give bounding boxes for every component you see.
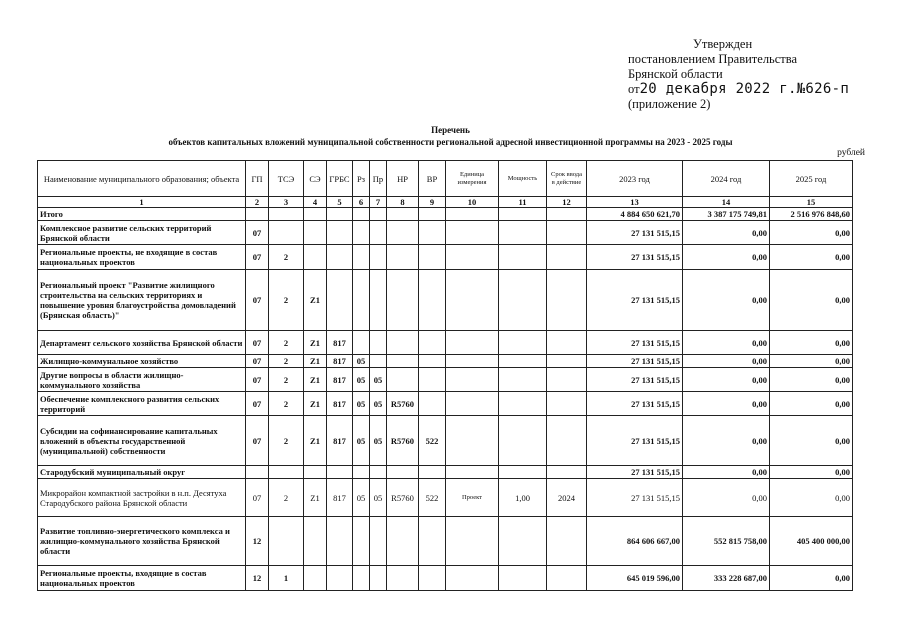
header-cell: Мощность — [499, 161, 547, 197]
cell-gp: 07 — [246, 331, 269, 355]
cell-pr: 05 — [370, 416, 387, 466]
cell-rz — [353, 331, 370, 355]
cell-nr — [387, 517, 419, 566]
table-row — [38, 517, 853, 566]
cell-unit — [446, 566, 499, 591]
cell-tse: 2 — [269, 392, 304, 416]
cell-gp: 12 — [246, 566, 269, 591]
cell-term — [547, 270, 587, 331]
cell-unit — [446, 416, 499, 466]
cell-grbs — [327, 466, 353, 479]
cell-grbs — [327, 221, 353, 245]
cell-y2024: 0,00 — [683, 416, 770, 466]
cell-term: 2024 — [547, 479, 587, 517]
cell-nr — [387, 270, 419, 331]
cell-grbs: 817 — [327, 331, 353, 355]
cell-tse: 2 — [269, 368, 304, 392]
header-row — [38, 161, 853, 197]
cell-power: 1,00 — [499, 479, 547, 517]
column-number-cell: 7 — [370, 197, 387, 208]
cell-pr: 05 — [370, 392, 387, 416]
cell-power — [499, 208, 547, 221]
cell-name: Комплексное развитие сельских территорий Брянской области — [38, 221, 246, 245]
cell-vr — [419, 331, 446, 355]
cell-tse: 2 — [269, 270, 304, 331]
cell-vr — [419, 245, 446, 270]
cell-unit — [446, 221, 499, 245]
cell-term — [547, 416, 587, 466]
header-cell: 2025 год — [770, 161, 853, 197]
cell-nr — [387, 368, 419, 392]
cell-vr — [419, 221, 446, 245]
cell-term — [547, 392, 587, 416]
cell-term — [547, 208, 587, 221]
cell-y2024: 0,00 — [683, 245, 770, 270]
cell-term — [547, 566, 587, 591]
cell-tse — [269, 517, 304, 566]
header-cell: Рз — [353, 161, 370, 197]
cell-gp: 12 — [246, 517, 269, 566]
approval-line-2: постановлением Правительства — [628, 52, 798, 66]
cell-y2023: 27 131 515,15 — [587, 331, 683, 355]
cell-name: Другие вопросы в области жилищно-коммунального хозяйства — [38, 368, 246, 392]
cell-y2025: 2 516 976 848,60 — [770, 208, 853, 221]
cell-name: Региональные проекты, входящие в состав национальных проектов — [38, 566, 246, 591]
table-row — [38, 221, 853, 245]
cell-rz — [353, 221, 370, 245]
cell-se: Z1 — [304, 416, 327, 466]
cell-rz — [353, 208, 370, 221]
cell-unit — [446, 517, 499, 566]
cell-grbs: 817 — [327, 355, 353, 368]
cell-power — [499, 331, 547, 355]
cell-tse: 1 — [269, 566, 304, 591]
cell-unit — [446, 392, 499, 416]
column-number-cell: 12 — [547, 197, 587, 208]
cell-pr — [370, 331, 387, 355]
header-cell: 2023 год — [587, 161, 683, 197]
cell-gp: 07 — [246, 270, 269, 331]
cell-vr — [419, 368, 446, 392]
header-cell: 2024 год — [683, 161, 770, 197]
cell-power — [499, 566, 547, 591]
cell-y2024: 0,00 — [683, 392, 770, 416]
header-cell: ГП — [246, 161, 269, 197]
cell-y2025: 0,00 — [770, 566, 853, 591]
cell-tse: 2 — [269, 331, 304, 355]
approval-line-5: (приложение 2) — [628, 97, 711, 111]
cell-rz: 05 — [353, 392, 370, 416]
cell-unit — [446, 466, 499, 479]
cell-se — [304, 466, 327, 479]
cell-name: Развитие топливно-энергетического комплекса и жилищно-коммунального хозяйства Брянской области — [38, 517, 246, 566]
cell-y2024: 0,00 — [683, 368, 770, 392]
cell-name: Департамент сельского хозяйства Брянской области — [38, 331, 246, 355]
cell-tse: 2 — [269, 416, 304, 466]
cell-pr — [370, 270, 387, 331]
cell-unit — [446, 208, 499, 221]
cell-tse — [269, 208, 304, 221]
approval-date-line — [628, 82, 849, 97]
cell-y2023: 4 884 650 621,70 — [587, 208, 683, 221]
column-number-cell: 4 — [304, 197, 327, 208]
cell-term — [547, 331, 587, 355]
cell-se — [304, 517, 327, 566]
cell-term — [547, 245, 587, 270]
cell-se: Z1 — [304, 392, 327, 416]
table-row — [38, 466, 853, 479]
cell-power — [499, 245, 547, 270]
table-row — [38, 416, 853, 466]
table-row — [38, 208, 853, 221]
approval-line-1: Утвержден — [693, 37, 753, 51]
cell-y2023: 27 131 515,15 — [587, 392, 683, 416]
header-cell: ВР — [419, 161, 446, 197]
cell-gp — [246, 466, 269, 479]
approval-line-3: Брянской области — [628, 67, 723, 81]
approval-date-number: 20 декабря 2022 г.№626-п — [639, 81, 850, 97]
cell-se — [304, 208, 327, 221]
cell-power — [499, 392, 547, 416]
cell-tse — [269, 466, 304, 479]
cell-rz: 05 — [353, 355, 370, 368]
header-cell: СЭ — [304, 161, 327, 197]
cell-pr — [370, 245, 387, 270]
cell-unit: Проект — [446, 479, 499, 517]
cell-name: Обеспечение комплексного развития сельских территорий — [38, 392, 246, 416]
cell-pr — [370, 221, 387, 245]
cell-tse: 2 — [269, 479, 304, 517]
cell-gp: 07 — [246, 392, 269, 416]
cell-rz — [353, 270, 370, 331]
cell-y2024: 0,00 — [683, 479, 770, 517]
cell-nr — [387, 245, 419, 270]
cell-tse: 2 — [269, 245, 304, 270]
cell-y2024: 333 228 687,00 — [683, 566, 770, 591]
cell-unit — [446, 245, 499, 270]
cell-pr — [370, 466, 387, 479]
column-number-cell: 5 — [327, 197, 353, 208]
cell-grbs — [327, 208, 353, 221]
header-cell: НР — [387, 161, 419, 197]
cell-term — [547, 517, 587, 566]
cell-nr — [387, 466, 419, 479]
cell-y2025: 0,00 — [770, 368, 853, 392]
column-number-cell: 15 — [770, 197, 853, 208]
cell-grbs: 817 — [327, 479, 353, 517]
cell-y2025: 0,00 — [770, 331, 853, 355]
cell-power — [499, 221, 547, 245]
cell-y2023: 27 131 515,15 — [587, 221, 683, 245]
cell-vr — [419, 355, 446, 368]
cell-power — [499, 517, 547, 566]
cell-gp: 07 — [246, 368, 269, 392]
column-number-cell: 10 — [446, 197, 499, 208]
cell-y2025: 0,00 — [770, 355, 853, 368]
cell-grbs — [327, 270, 353, 331]
header-cell: ТСЭ — [269, 161, 304, 197]
cell-gp: 07 — [246, 416, 269, 466]
cell-rz — [353, 245, 370, 270]
cell-unit — [446, 355, 499, 368]
cell-y2024: 0,00 — [683, 221, 770, 245]
cell-y2025: 0,00 — [770, 479, 853, 517]
cell-y2024: 0,00 — [683, 331, 770, 355]
cell-nr — [387, 355, 419, 368]
cell-y2025: 0,00 — [770, 466, 853, 479]
cell-y2023: 27 131 515,15 — [587, 416, 683, 466]
cell-grbs: 817 — [327, 416, 353, 466]
cell-se: Z1 — [304, 331, 327, 355]
cell-grbs — [327, 566, 353, 591]
column-number-cell: 9 — [419, 197, 446, 208]
cell-y2024: 0,00 — [683, 270, 770, 331]
cell-power — [499, 368, 547, 392]
cell-term — [547, 221, 587, 245]
cell-se — [304, 221, 327, 245]
cell-power — [499, 416, 547, 466]
cell-grbs — [327, 245, 353, 270]
cell-vr: 522 — [419, 479, 446, 517]
cell-pr — [370, 517, 387, 566]
cell-unit — [446, 270, 499, 331]
cell-vr — [419, 566, 446, 591]
cell-y2025: 0,00 — [770, 221, 853, 245]
document-title: Перечень — [431, 125, 470, 135]
cell-nr: R5760 — [387, 416, 419, 466]
table-row — [38, 331, 853, 355]
cell-y2024: 3 387 175 749,81 — [683, 208, 770, 221]
cell-y2025: 0,00 — [770, 245, 853, 270]
cell-name: Субсидии на софинансирование капитальных вложений в объекты государственной (муниципальной) собственности — [38, 416, 246, 466]
column-number-cell: 3 — [269, 197, 304, 208]
cell-y2025: 0,00 — [770, 416, 853, 466]
table-row — [38, 566, 853, 591]
cell-nr — [387, 208, 419, 221]
cell-rz — [353, 517, 370, 566]
cell-name: Региональные проекты, не входящие в состав национальных проектов — [38, 245, 246, 270]
cell-y2024: 0,00 — [683, 355, 770, 368]
cell-rz — [353, 466, 370, 479]
cell-nr: R5760 — [387, 479, 419, 517]
column-number-cell: 6 — [353, 197, 370, 208]
cell-se: Z1 — [304, 368, 327, 392]
cell-se: Z1 — [304, 479, 327, 517]
cell-pr: 05 — [370, 479, 387, 517]
column-number-cell: 13 — [587, 197, 683, 208]
cell-y2023: 27 131 515,15 — [587, 270, 683, 331]
header-cell: Единица измерения — [446, 161, 499, 197]
cell-y2025: 0,00 — [770, 270, 853, 331]
cell-term — [547, 368, 587, 392]
cell-gp: 07 — [246, 245, 269, 270]
cell-nr — [387, 331, 419, 355]
cell-nr — [387, 221, 419, 245]
cell-y2023: 27 131 515,15 — [587, 245, 683, 270]
column-number-cell: 8 — [387, 197, 419, 208]
column-number-cell: 11 — [499, 197, 547, 208]
cell-tse — [269, 221, 304, 245]
cell-name: Региональный проект "Развитие жилищного строительства на сельских территориях и повышение уровня благоустройства домовладений (Брянская область)" — [38, 270, 246, 331]
table-row — [38, 479, 853, 517]
cell-y2023: 645 019 596,00 — [587, 566, 683, 591]
cell-name: Жилищно-коммунальное хозяйство — [38, 355, 246, 368]
header-cell: ГРБС — [327, 161, 353, 197]
cell-rz: 05 — [353, 479, 370, 517]
cell-gp: 07 — [246, 355, 269, 368]
cell-y2023: 27 131 515,15 — [587, 368, 683, 392]
table-row — [38, 355, 853, 368]
document-subtitle: объектов капитальных вложений муниципальной собственности региональной адресной инвестиционной программы на 2023 - 2025 годы — [168, 137, 733, 147]
column-number-cell: 1 — [38, 197, 246, 208]
table-row — [38, 270, 853, 331]
cell-nr: R5760 — [387, 392, 419, 416]
cell-vr — [419, 466, 446, 479]
cell-vr: 522 — [419, 416, 446, 466]
cell-grbs — [327, 517, 353, 566]
cell-pr — [370, 355, 387, 368]
cell-gp — [246, 208, 269, 221]
cell-name: Стародубский муниципальный округ — [38, 466, 246, 479]
cell-se — [304, 245, 327, 270]
table-row — [38, 392, 853, 416]
cell-power — [499, 270, 547, 331]
cell-grbs: 817 — [327, 392, 353, 416]
column-number-cell: 14 — [683, 197, 770, 208]
cell-name: Микрорайон компактной застройки в н.п. Десятуха Стародубского района Брянской области — [38, 479, 246, 517]
currency-unit: рублей — [837, 148, 865, 158]
cell-y2024: 0,00 — [683, 466, 770, 479]
cell-power — [499, 466, 547, 479]
cell-rz: 05 — [353, 368, 370, 392]
table-row — [38, 368, 853, 392]
column-number-cell: 2 — [246, 197, 269, 208]
cell-se: Z1 — [304, 270, 327, 331]
cell-vr — [419, 517, 446, 566]
cell-term — [547, 466, 587, 479]
cell-tse: 2 — [269, 355, 304, 368]
approval-stamp — [628, 37, 849, 112]
investment-table — [37, 160, 853, 591]
cell-se — [304, 566, 327, 591]
cell-grbs: 817 — [327, 368, 353, 392]
cell-se: Z1 — [304, 355, 327, 368]
cell-term — [547, 355, 587, 368]
cell-pr — [370, 208, 387, 221]
cell-y2024: 552 815 758,00 — [683, 517, 770, 566]
cell-vr — [419, 208, 446, 221]
cell-pr: 05 — [370, 368, 387, 392]
cell-gp: 07 — [246, 479, 269, 517]
cell-vr — [419, 270, 446, 331]
cell-pr — [370, 566, 387, 591]
cell-vr — [419, 392, 446, 416]
cell-rz: 05 — [353, 416, 370, 466]
cell-y2025: 405 400 000,00 — [770, 517, 853, 566]
cell-y2025: 0,00 — [770, 392, 853, 416]
cell-y2023: 27 131 515,15 — [587, 479, 683, 517]
cell-unit — [446, 368, 499, 392]
table-row — [38, 245, 853, 270]
column-number-row — [38, 197, 853, 208]
cell-gp: 07 — [246, 221, 269, 245]
cell-y2023: 27 131 515,15 — [587, 466, 683, 479]
header-cell: Пр — [370, 161, 387, 197]
cell-y2023: 27 131 515,15 — [587, 355, 683, 368]
cell-rz — [353, 566, 370, 591]
cell-unit — [446, 331, 499, 355]
cell-y2023: 864 606 667,00 — [587, 517, 683, 566]
cell-name: Итого — [38, 208, 246, 221]
cell-nr — [387, 566, 419, 591]
header-cell: Срок ввода в действие — [547, 161, 587, 197]
cell-power — [499, 355, 547, 368]
header-cell: Наименование муниципального образования; объекта — [38, 161, 246, 197]
approval-date-prefix: от — [628, 82, 640, 96]
